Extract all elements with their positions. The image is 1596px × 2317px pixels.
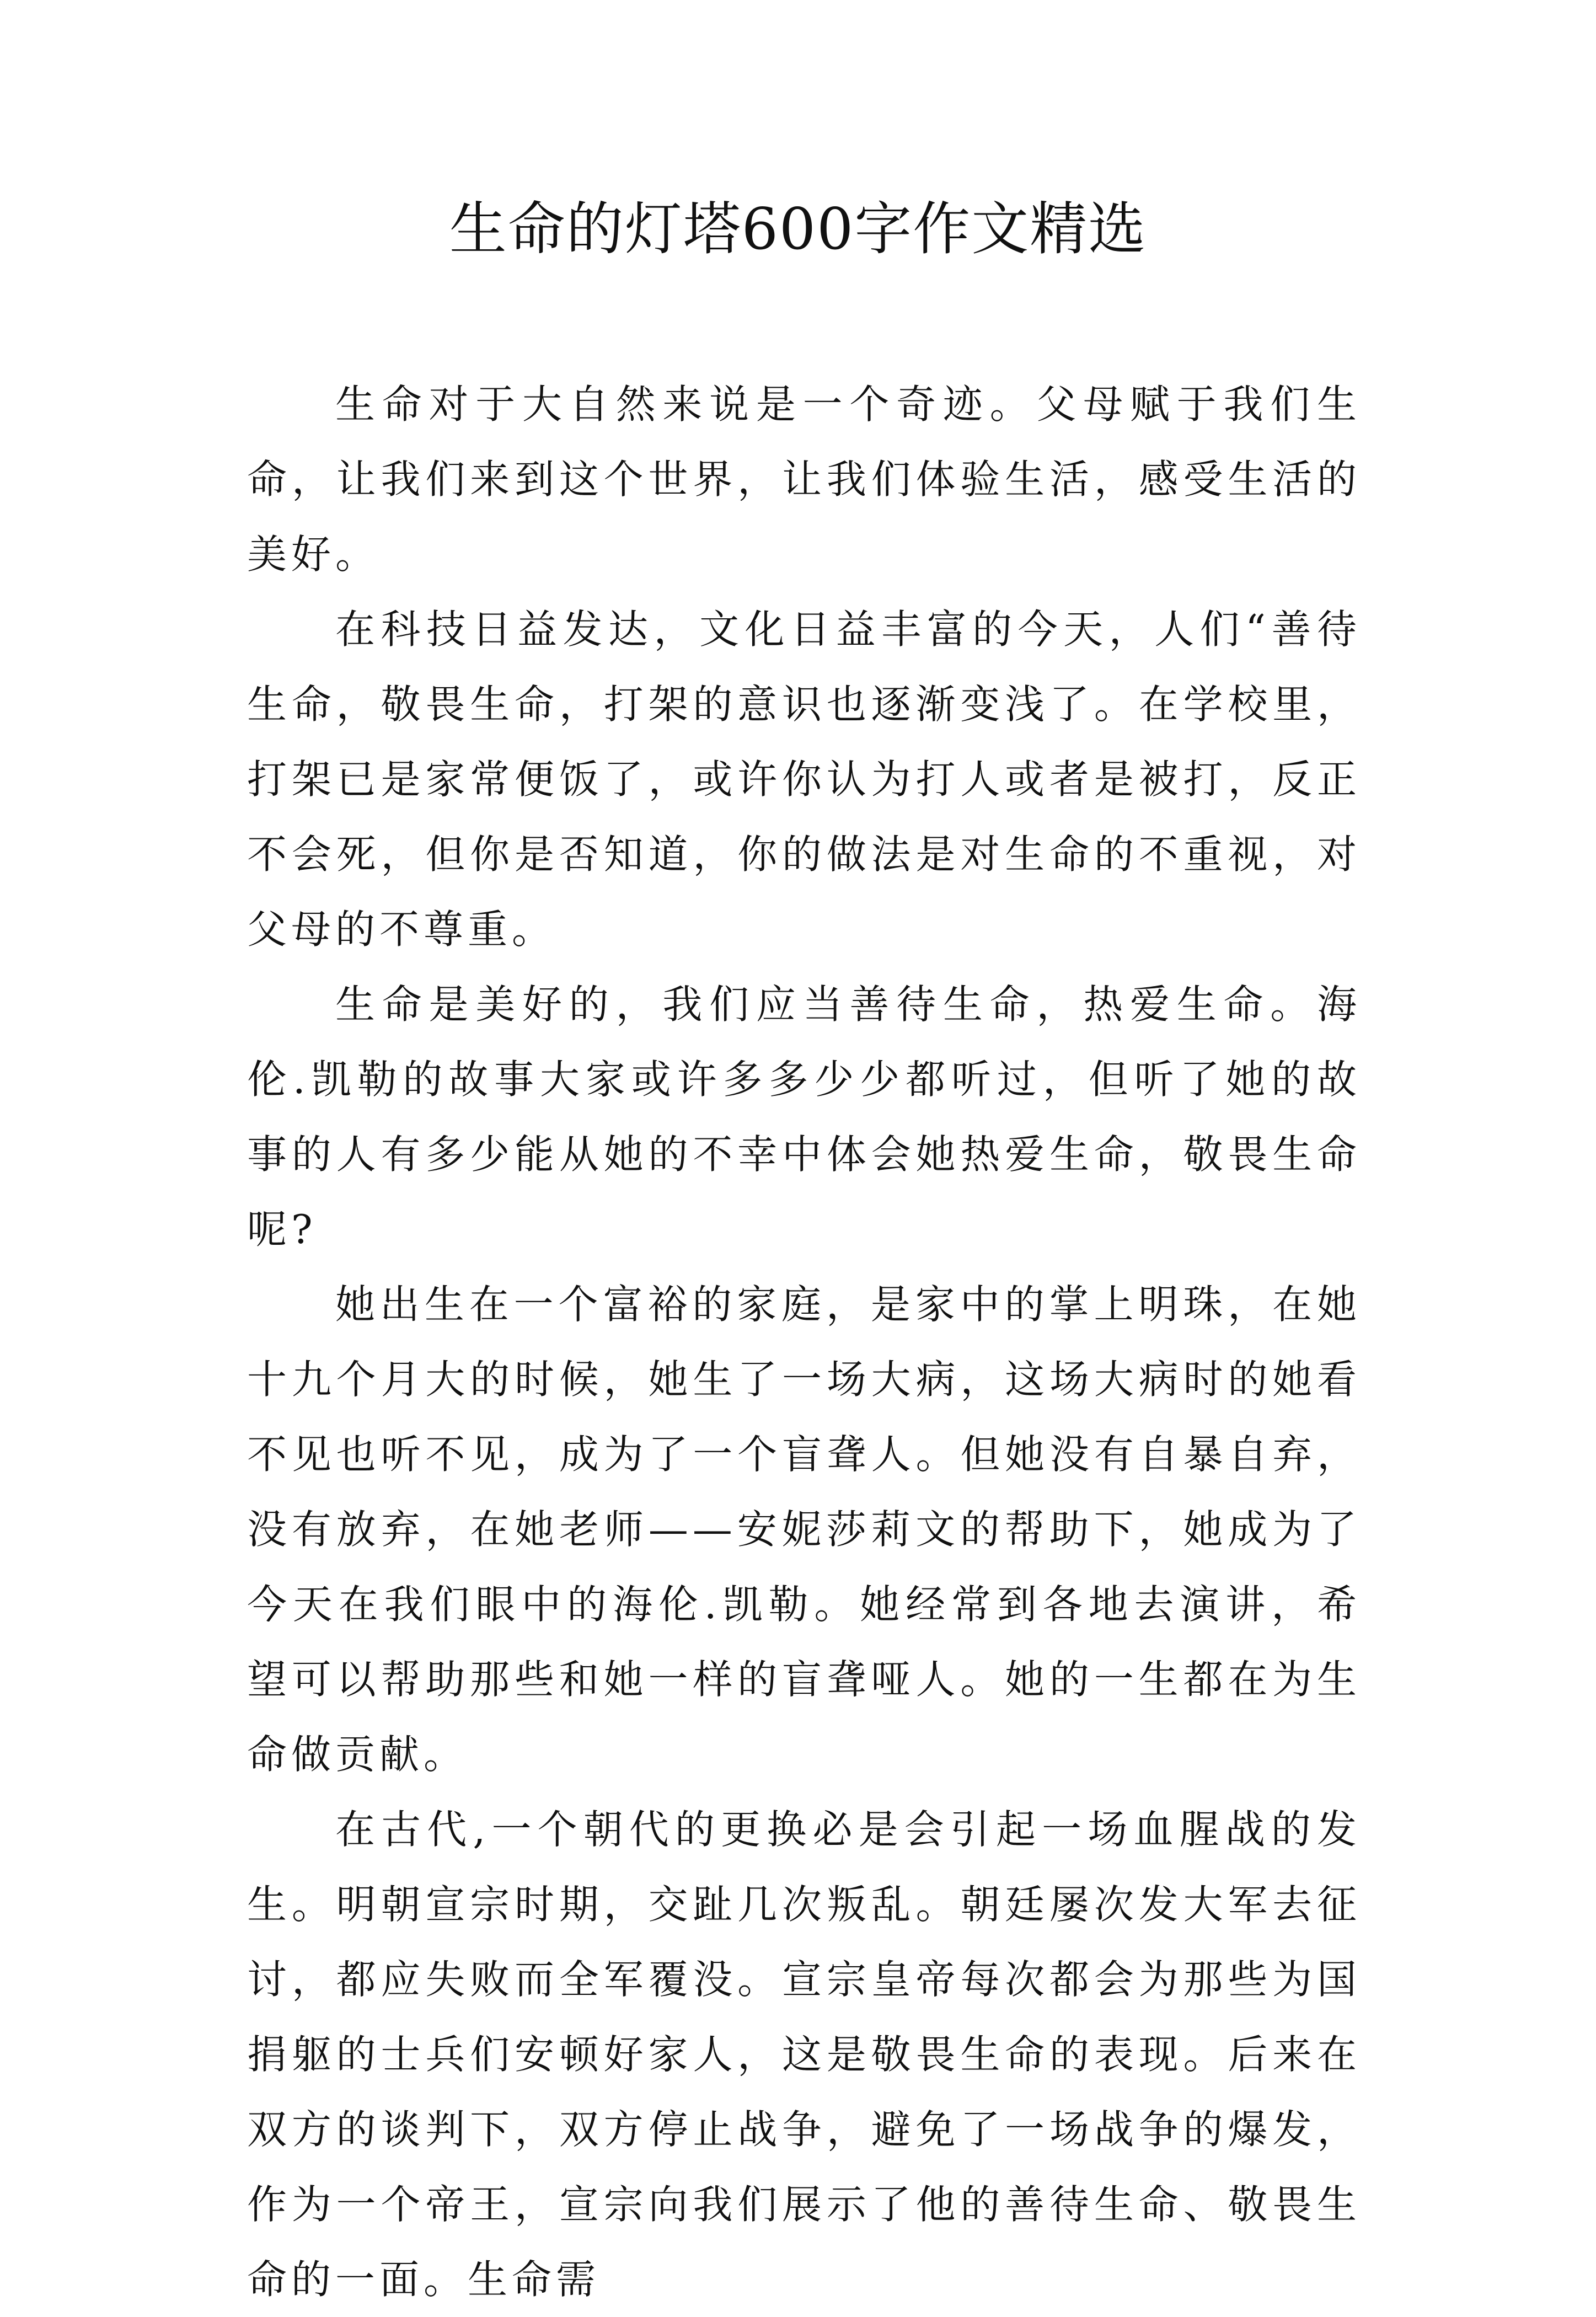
document-body [247, 367, 1361, 2317]
paragraph-4: 她出生在一个富裕的家庭，是家中的掌上明珠，在她十九个月大的时候，她生了一场大病，这场大病时的她看不见也听不见，成为了一个盲聋人。但她没有自暴自弃，没有放弃，在她老师——安妮莎莉文的帮助下，她成为了今天在我们眼中的海伦.凯勒。她经常到各地去演讲，希望可以帮助那些和她一样的盲聋哑人。她的一生都在为生命做贡献。 [247, 1281, 1361, 1778]
paragraph-5: 在古代,一个朝代的更换必是会引起一场血腥战的发生。明朝宣宗时期，交趾几次叛乱。朝廷屡次发大军去征讨，都应失败而全军覆没。宣宗皇帝每次都会为那些为国捐躯的士兵们安顿好家人，这是敬畏生命的表现。后来在双方的谈判下，双方停止战争，避免了一场战争的爆发，作为一个帝王，宣宗向我们展示了他的善待生命、敬畏生命的一面。生命需 [247, 1806, 1361, 2303]
paragraph-1: 生命对于大自然来说是一个奇迹。父母赋于我们生命，让我们来到这个世界，让我们体验生活，感受生活的美好。 [247, 381, 1361, 577]
paragraph-2: 在科技日益发达，文化日益丰富的今天，人们“善待生命，敬畏生命，打架的意识也逐渐变浅了。在学校里，打架已是家常便饭了，或许你认为打人或者是被打，反正不会死，但你是否知道，你的做法是对生命的不重视，对父母的不尊重。 [247, 606, 1361, 953]
document-title: 生命的灯塔600字作文精选 [449, 195, 1147, 263]
paragraph-3: 生命是美好的，我们应当善待生命，热爱生命。海伦.凯勒的故事大家或许多多少少都听过，但听了她的故事的人有多少能从她的不幸中体会她热爱生命，敬畏生命呢? [247, 981, 1361, 1253]
